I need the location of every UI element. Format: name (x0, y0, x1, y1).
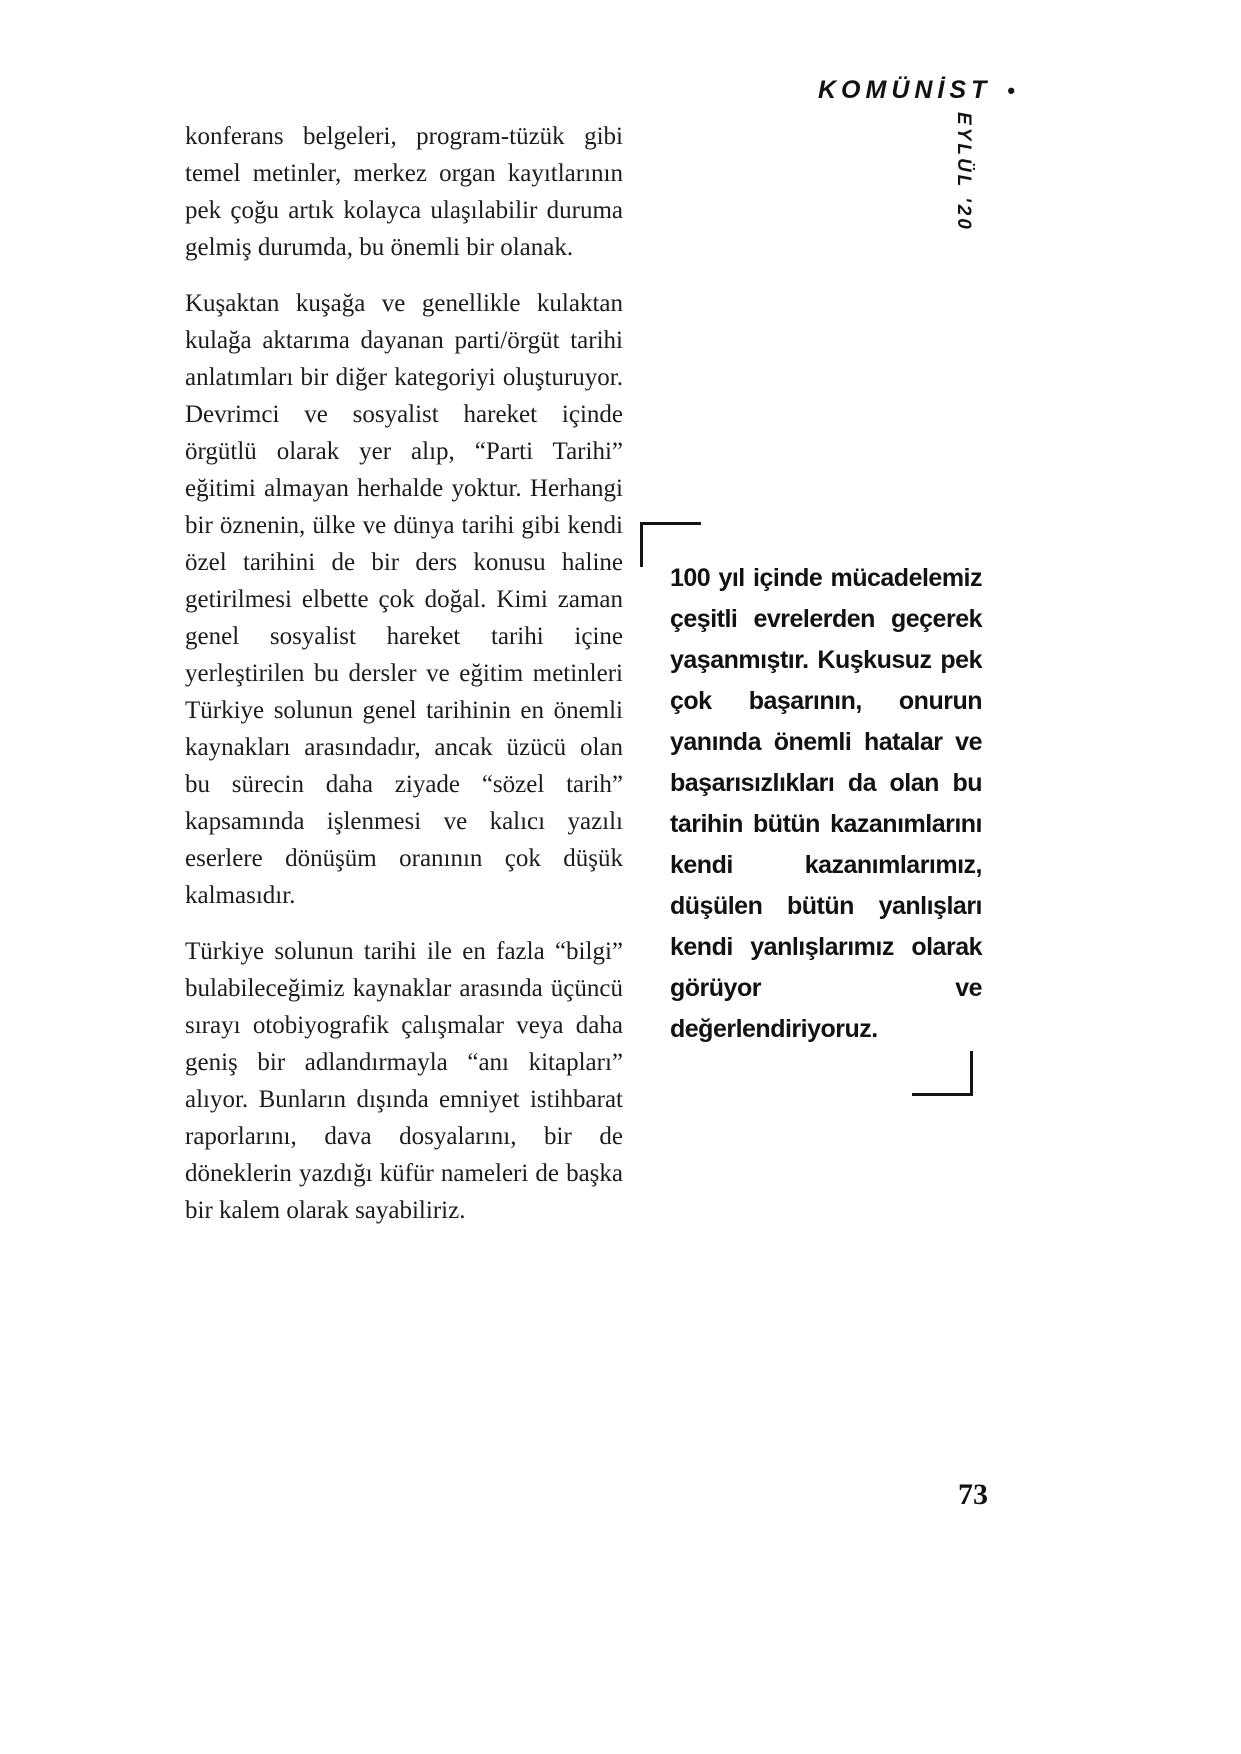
magazine-title: KOMÜNİST (818, 76, 992, 104)
pull-quote (640, 522, 985, 1050)
issue-label: EYLÜL '20 (953, 112, 974, 232)
masthead (818, 76, 1018, 105)
article-paragraph: konferans belgeleri, program-tüzük gibi temel metinler, merkez organ kayıtlarının pek çoğu artık kolayca ulaşılabilir duruma gelmiş durumda, bu önemli bir olanak. (185, 123, 623, 261)
article-paragraph: Türkiye solunun tarihi ile en fazla “bilgi” bulabileceğimiz kaynaklar arasında üçüncü sırayı otobiyografik çalışmalar veya daha geniş bir adlandırmayla “anı kitapları” alıyor. Bunların dışında emniyet istihbarat raporlarını, dava dosyalarını, bir de döneklerin yazdığı küfür nameleri de başka bir kalem olarak sayabiliriz. (185, 938, 623, 1224)
quote-bracket-top (640, 522, 701, 567)
article-paragraph: Kuşaktan kuşağa ve genellikle kulaktan kulağa aktarıma dayanan parti/örgüt tarihi anlatımları bir diğer kategoriyi oluşturuyor. Devrimci ve sosyalist hareket içinde örgütlü olarak yer alıp, “Parti Tarihi” eğitimi almayan herhalde yoktur. Herhangi bir öznenin, ülke ve dünya tarihi gibi kendi özel tarihini de bir ders konusu haline getirilmesi elbette çok doğal. Kimi zaman genel sosyalist hareket tarihi içine yerleştirilen bu dersler ve eğitim metinleri Türkiye solunun genel tarihinin en önemli kaynakları arasındadır, ancak üzücü olan bu sürecin daha ziyade “sözel tarih” kapsamında işlenmesi ve kalıcı yazılı eserlere dönüşüm oranının çok düşük kalmasıdır. (185, 290, 623, 909)
quote-bracket-bottom (912, 1051, 973, 1096)
article-body (185, 118, 623, 1248)
page-number: 73 (958, 1478, 988, 1511)
pull-quote-text: 100 yıl içinde mücadelemiz çeşitli evrelerden geçerek yaşanmıştır. Kuşkusuz pek çok başarının, onurun yanında önemli hatalar ve başarısızlıkları da olan bu tarihin bütün kazanımlarını kendi kazanımlarımız, düşülen bütün yanlışları kendi yanlışlarımız olarak görüyor ve değerlendiriyoruz. (670, 564, 982, 1043)
masthead-bullet-icon: • (1007, 77, 1016, 103)
